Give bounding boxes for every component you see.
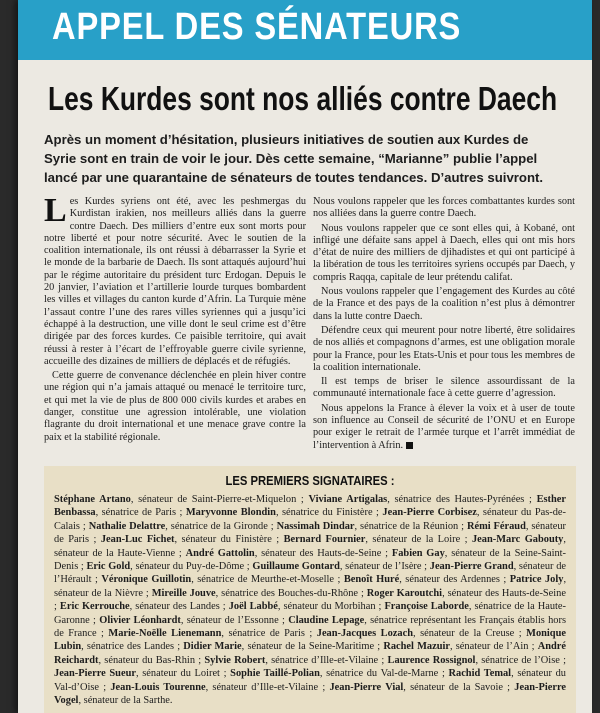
signatory-role: , sénateur de la Haute-Vienne ;	[54, 534, 566, 559]
signatory-name: Jean-Pierre Sueur	[54, 668, 136, 680]
signatory-role: , sénatrice de Paris ;	[95, 507, 186, 519]
signatory-name: Jean-Luc Fichet	[100, 534, 175, 546]
signatory-role: , sénatrice des Bouches-du-Rhône ;	[215, 587, 367, 599]
section-banner	[18, 0, 592, 60]
signatory-name: Monique Lubin	[54, 628, 566, 653]
signatory-role: , sénateur de la Seine-Maritime ;	[241, 641, 384, 653]
signatory-name: Sophie Taillé-Polian	[230, 668, 320, 680]
signatory-role: , sénateur du Morbihan ;	[277, 601, 385, 613]
body-paragraph: Nous voulons rappeler que ce sont elles qui, à Kobané, ont infligé une défaite sans appel à Daech, elles qui ont mis hors d’état de nuire des milliers de djihadistes et qui ont participé à la libération de tous les territoires syriens occupés par Daech, y compris Raqqa, capitale de leur prétendu califat.	[313, 222, 575, 283]
signatories-title: LES PREMIERS SIGNATAIRES :	[225, 474, 395, 488]
signatory-name: Viviane Artigalas	[308, 494, 388, 505]
signatory-role: , sénatrice du Val-de-Marne ;	[319, 668, 449, 680]
signatory-name: Jean-Louis Tourenne	[110, 681, 206, 693]
signatory-name: Eric Kerrouche	[59, 601, 130, 613]
signatory-role: , sénateur de l’Hérault ;	[54, 561, 567, 586]
signatory-name: Mireille Jouve	[151, 587, 216, 599]
signatory-name: Jean-Marc Gabouty	[471, 534, 564, 546]
body-paragraph	[313, 403, 575, 452]
signatory-role: , sénateur du Finistère ;	[174, 534, 284, 546]
section-title: APPEL DES SÉNATEURS	[52, 6, 462, 48]
signatory-name: Sylvie Robert	[204, 654, 266, 666]
signatory-role: , sénatrice représentant les Français établis hors de France ;	[54, 614, 567, 640]
signatory-role: , sénateur du Puy-de-Dôme ;	[130, 561, 253, 573]
signatory-name: Benoît Huré	[343, 574, 400, 586]
signatory-name: Jean-Jacques Lozach	[316, 628, 414, 640]
signatory-name: Bernard Fournier	[283, 534, 366, 546]
end-mark-icon	[406, 442, 413, 449]
signatory-role: , sénatrice des Landes ;	[81, 641, 184, 653]
signatory-role: , sénateur de l’Essonne ;	[180, 614, 289, 626]
signatory-role: , sénatrice de la Réunion ;	[354, 520, 467, 532]
signatory-name: Fabien Gay	[391, 547, 445, 559]
signatory-role: , sénateur de la Creuse ;	[413, 628, 527, 640]
signatory-role: , sénateur de la Nièvre ;	[54, 574, 567, 599]
signatory-name: Nassimah Dindar	[276, 520, 355, 532]
body-paragraph: Cette guerre de convenance déclenchée en plein hiver contre une région qui n’a jamais attaqué ou menacé le territoire turc, et qui met la vie de plus de 800 000 civils kurdes et arabes en danger, constitue une agression intolérable, une violation flagrante du droit international et une menace grave contre la paix et la stabilité régionale.	[44, 370, 306, 443]
magazine-page	[18, 0, 592, 713]
signatory-role: , sénateur du Pas-de-Calais ;	[54, 507, 567, 532]
body-paragraph: Défendre ceux qui meurent pour notre liberté, être solidaires de nos alliés et compagnons d’armes, est une obligation morale pour la France, pour les Etats-Unis et pour tous les membres de la coalition internationale.	[313, 324, 575, 373]
signatories-list	[54, 493, 566, 708]
body-column-right	[313, 196, 575, 454]
signatory-name: Patrice Joly	[509, 574, 564, 586]
signatory-name: Véronique Guillotin	[101, 574, 192, 586]
signatory-role: , sénateur du Loiret ;	[135, 668, 231, 680]
signatory-name: Didier Marie	[183, 641, 242, 653]
signatory-role: , sénateur de la Savoie ;	[403, 681, 515, 693]
signatory-role: , sénateur du Val-d’Oise ;	[54, 668, 566, 693]
signatory-name: Jean-Pierre Vogel	[54, 681, 567, 707]
signatory-role: , sénateur des Ardennes ;	[399, 574, 510, 586]
signatory-name: Françoise Laborde	[384, 601, 469, 613]
drop-cap: L	[44, 192, 67, 229]
signatory-role: , sénateur de Saint-Pierre-et-Miquelon ;	[130, 494, 309, 505]
signatory-name: Rémi Féraud	[466, 520, 526, 532]
signatory-name: Claudine Lepage	[288, 614, 365, 626]
signatory-name: André Reichardt	[54, 641, 566, 666]
signatory-name: Jean-Pierre Vial	[329, 681, 404, 693]
signatory-role: , sénatrice de Meurthe-et-Moselle ;	[191, 574, 344, 586]
signatory-role: , sénatrice de la Gironde ;	[165, 520, 277, 532]
signatory-role: , sénateur des Hauts-de-Seine ;	[254, 547, 392, 559]
signatory-name: Joël Labbé	[228, 601, 278, 613]
signatory-name: Maryvonne Blondin	[185, 507, 276, 519]
signatory-name: André Gattolin	[185, 547, 255, 559]
signatory-name: Rachel Mazuir	[383, 641, 450, 653]
signatory-name: Laurence Rossignol	[387, 654, 476, 666]
signatory-role: , sénateur de la Seine-Saint-Denis ;	[54, 547, 566, 573]
body-paragraph: Nous voulons rappeler que les forces combattantes kurdes sont nos alliées dans la guerre contre Daech.	[313, 196, 575, 220]
body-paragraph-text: Nous appelons la France à élever la voix et à user de toute son influence au Conseil de sécurité de l’ONU et en Europe pour exiger le retrait de l’armée turque et l’arrêt immédiat de l’intervention à Afrin.	[313, 402, 575, 451]
signatory-name: Eric Gold	[86, 561, 131, 573]
signatory-role: , sénatrice de Paris ;	[221, 628, 317, 640]
signatory-role: , sénateur du Bas-Rhin ;	[98, 654, 205, 666]
signatory-name: Stéphane Artano	[54, 494, 131, 505]
signatory-role: , sénatrice du Finistère ;	[275, 507, 383, 519]
signatory-role: , sénateur de Paris ;	[54, 520, 567, 546]
signatory-name: Jean-Pierre Grand	[429, 561, 514, 573]
signatory-name: Esther Benbassa	[54, 494, 566, 519]
signatory-role: , sénateur de la Loire ;	[365, 534, 472, 546]
signatory-name: Jean-Pierre Corbisez	[382, 507, 477, 519]
signatory-role: , sénateur des Landes ;	[129, 601, 229, 613]
signatory-name: Olivier Léonhardt	[99, 614, 181, 626]
body-paragraph: Nous voulons rappeler que l’engagement des Kurdes au côté de la France et des pays de la coalition n’est plus à démontrer dans la lutte contre Daech.	[313, 286, 575, 322]
signatory-role: , sénateur de l’Isère ;	[339, 561, 430, 573]
body-paragraph-text: es Kurdes syriens ont été, avec les peshmergas du Kurdistan irakien, nos meilleurs alliés dans la guerre contre Daech. Des milliers d’entre eux sont morts pour notre liberté et pour notre sécurité. Avec le soutien de la coalition internationale, ils ont réussi à débarrasser la Syrie et le monde de la barbarie de Daech. Ils sont attaqués aujourd’hui par le régime autoritaire du président turc Erdogan. Depuis le 20 janvier, l’aviation et l’artillerie lourde turques bombardent les villes et villages du canton kurde d’Afrin. La Turquie mène l’assaut contre l’une des rares villes syriennes qui a jusqu’ici échappé à la destruction, une ville dont le seul crime est d’être dirigée par des forces kurdes. Ce paisible territoire, qui avait réussi à rester à l’écart de l’effroyable guerre civile syrienne, accueille des dizaines de milliers de déplacés et de réfugiés.	[44, 196, 306, 367]
signatory-name: Roger Karoutchi	[366, 587, 443, 599]
signatory-role: , sénateur d’Ille-et-Vilaine ;	[205, 681, 330, 693]
signatory-role: , sénateur de l’Ain ;	[449, 641, 538, 653]
signatory-role: , sénateur de la Sarthe.	[78, 695, 173, 707]
signatory-role: , sénatrice de la Haute-Garonne ;	[54, 601, 566, 626]
signatory-name: Rachid Temal	[448, 668, 512, 680]
signatory-role: , sénatrice de l’Oise ;	[475, 654, 566, 666]
signatory-role: , sénatrice des Hautes-Pyrénées ;	[387, 494, 537, 505]
body-column-left	[44, 192, 306, 446]
article-lead: Après un moment d’hésitation, plusieurs initiatives de soutien aux Kurdes de Syrie sont en train de voir le jour. Dès cette semaine, “Marianne” publie l’appel lancé par une quarantaine de sénateurs de toutes tendances. D’autres suivront.	[44, 132, 544, 185]
signatory-role: , sénatrice d’Ille-et-Vilaine ;	[265, 654, 388, 666]
body-paragraph: Il est temps de briser le silence assourdissant de la communauté internationale face à cette guerre d’agression.	[313, 376, 575, 400]
signatory-name: Marie-Noëlle Lienemann	[108, 628, 222, 640]
body-paragraph	[44, 192, 306, 368]
signatory-name: Nathalie Delattre	[88, 520, 166, 532]
signatories-box	[44, 466, 576, 713]
signatory-name: Guillaume Gontard	[252, 561, 340, 573]
article-headline: Les Kurdes sont nos alliés contre Daech	[48, 80, 558, 117]
signatory-role: , sénateur des Hauts-de-Seine ;	[54, 587, 566, 613]
